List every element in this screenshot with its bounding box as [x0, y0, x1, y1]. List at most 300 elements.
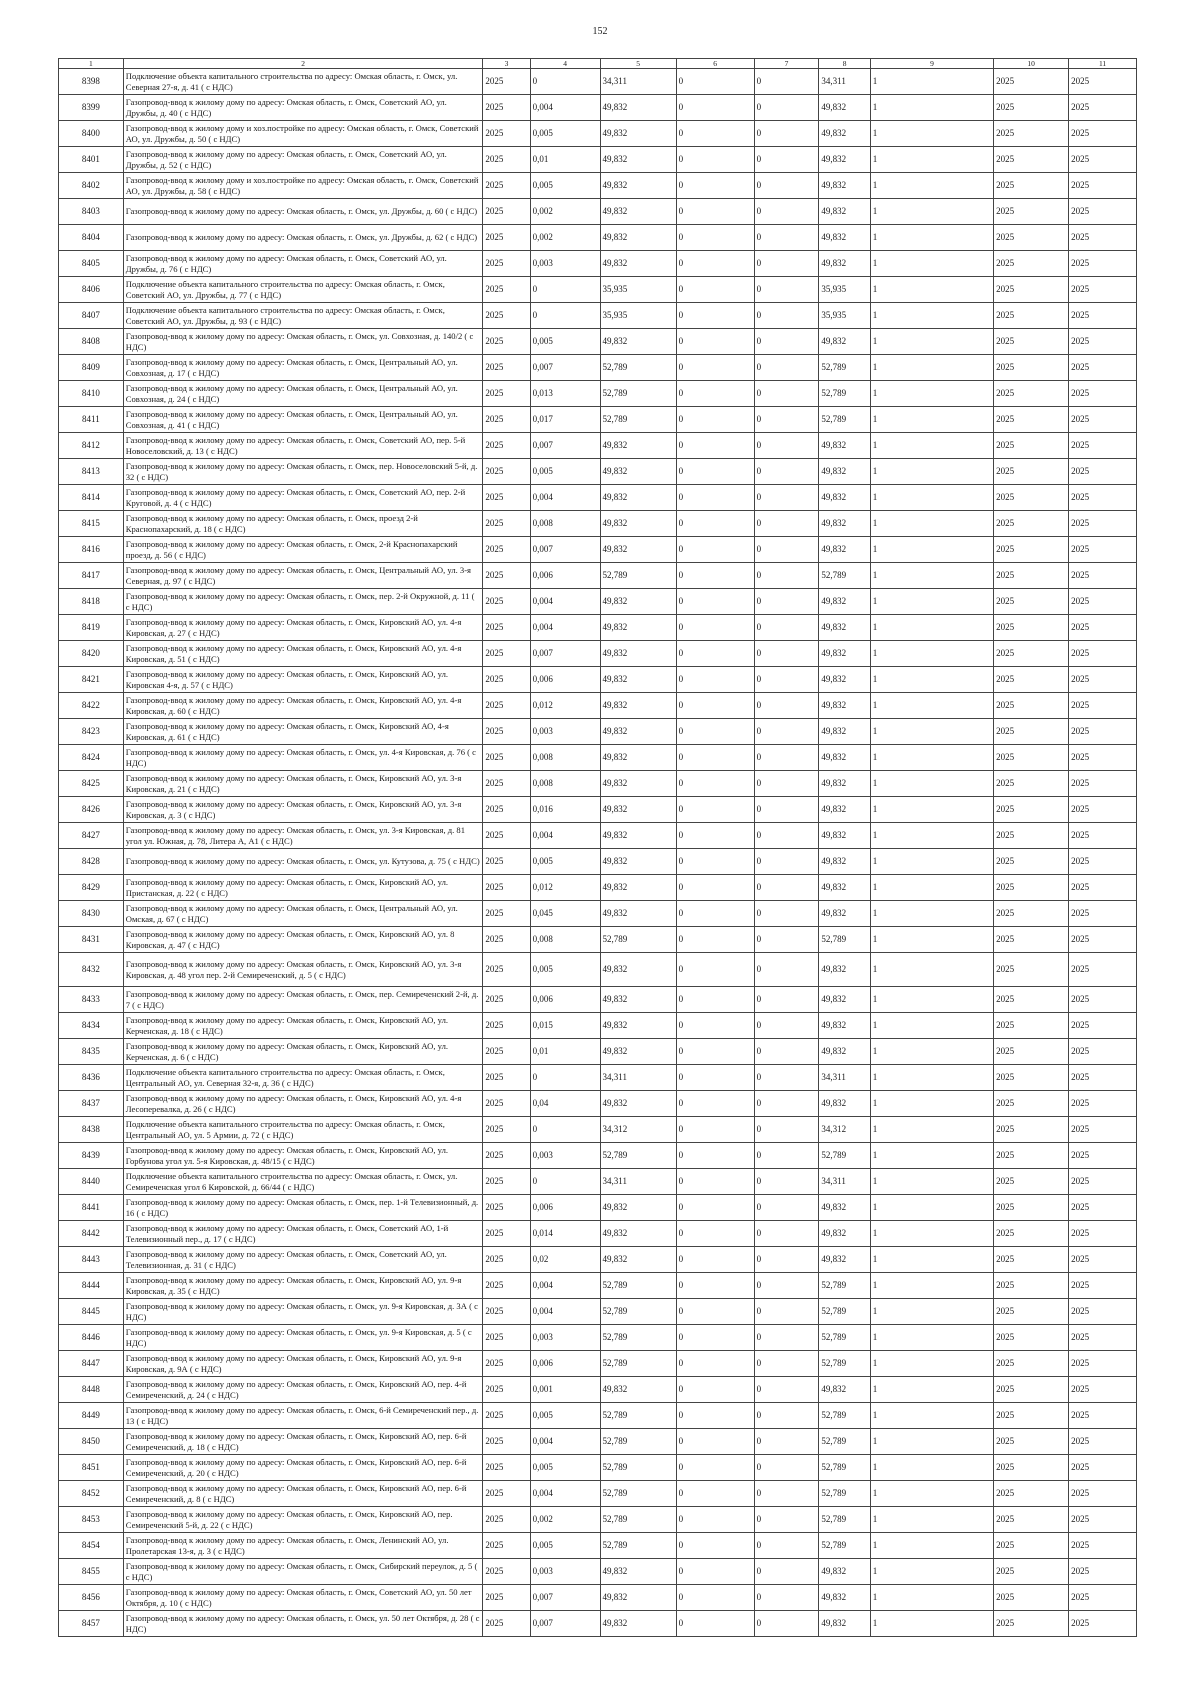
- cost: 49,832: [600, 771, 676, 797]
- year-start: 2025: [483, 1091, 530, 1117]
- quantity: 1: [870, 1585, 993, 1611]
- year-to: 2025: [1069, 95, 1137, 121]
- row-number: 8420: [59, 641, 124, 667]
- row-number: 8446: [59, 1325, 124, 1351]
- year-start: 2025: [483, 667, 530, 693]
- total-cost: 52,789: [819, 1533, 870, 1559]
- quantity: 1: [870, 303, 993, 329]
- year-start: 2025: [483, 693, 530, 719]
- year-to: 2025: [1069, 1559, 1137, 1585]
- quantity: 1: [870, 199, 993, 225]
- year-to: 2025: [1069, 1169, 1137, 1195]
- cost: 49,832: [600, 823, 676, 849]
- year-from: 2025: [994, 433, 1069, 459]
- year-start: 2025: [483, 953, 530, 987]
- col6-value: 0: [676, 1611, 754, 1637]
- year-to: 2025: [1069, 1507, 1137, 1533]
- cost: 52,789: [600, 1273, 676, 1299]
- col7-value: 0: [754, 1559, 819, 1585]
- col6-value: 0: [676, 1585, 754, 1611]
- col7-value: 0: [754, 1403, 819, 1429]
- col6-value: 0: [676, 927, 754, 953]
- table-row: [59, 1039, 1137, 1065]
- quantity: 1: [870, 1013, 993, 1039]
- year-from: 2025: [994, 589, 1069, 615]
- total-cost: 49,832: [819, 615, 870, 641]
- object-description: Газопровод-ввод к жилому дому по адресу: Омская область, г. Омск, Кировский АО, пер. 4-й Семиреченский, д. 24 ( с НДС): [123, 1377, 483, 1403]
- row-number: 8412: [59, 433, 124, 459]
- table-row: [59, 1611, 1137, 1637]
- total-cost: 49,832: [819, 1013, 870, 1039]
- total-cost: 52,789: [819, 927, 870, 953]
- year-start: 2025: [483, 927, 530, 953]
- cost: 49,832: [600, 1091, 676, 1117]
- cost: 49,832: [600, 615, 676, 641]
- volume: 0,005: [530, 1533, 600, 1559]
- table-row: [59, 407, 1137, 433]
- col6-value: 0: [676, 1195, 754, 1221]
- col7-value: 0: [754, 1195, 819, 1221]
- year-start: 2025: [483, 251, 530, 277]
- col6-value: 0: [676, 1325, 754, 1351]
- quantity: 1: [870, 771, 993, 797]
- col7-value: 0: [754, 225, 819, 251]
- table-row: [59, 1507, 1137, 1533]
- volume: 0,004: [530, 1273, 600, 1299]
- year-from: 2025: [994, 987, 1069, 1013]
- cost: 49,832: [600, 1039, 676, 1065]
- year-to: 2025: [1069, 953, 1137, 987]
- object-description: Газопровод-ввод к жилому дому по адресу: Омская область, г. Омск, пер. 2-й Окружной, д. 11 ( с НДС): [123, 589, 483, 615]
- total-cost: 52,789: [819, 563, 870, 589]
- object-description: Газопровод-ввод к жилому дому по адресу: Омская область, г. Омск, Кировский АО, ул. 4-я Кировская, д. 27 ( с НДС): [123, 615, 483, 641]
- cost: 52,789: [600, 1325, 676, 1351]
- object-description: Газопровод-ввод к жилому дому и хоз.постройке по адресу: Омская область, г. Омск, Советский АО, ул. Дружбы, д. 50 ( с НДС): [123, 121, 483, 147]
- table-row: [59, 1585, 1137, 1611]
- quantity: 1: [870, 563, 993, 589]
- year-start: 2025: [483, 147, 530, 173]
- year-from: 2025: [994, 875, 1069, 901]
- total-cost: 52,789: [819, 355, 870, 381]
- row-number: 8404: [59, 225, 124, 251]
- year-start: 2025: [483, 459, 530, 485]
- year-start: 2025: [483, 95, 530, 121]
- cost: 52,789: [600, 1351, 676, 1377]
- col6-value: 0: [676, 355, 754, 381]
- col6-value: 0: [676, 1117, 754, 1143]
- row-number: 8445: [59, 1299, 124, 1325]
- quantity: 1: [870, 641, 993, 667]
- col6-value: 0: [676, 615, 754, 641]
- year-to: 2025: [1069, 381, 1137, 407]
- object-description: Подключение объекта капитального строительства по адресу: Омская область, г. Омск, Центральный АО, ул. Северная 32-я, д. 36 ( с НДС): [123, 1065, 483, 1091]
- volume: 0,005: [530, 849, 600, 875]
- year-to: 2025: [1069, 1611, 1137, 1637]
- row-number: 8438: [59, 1117, 124, 1143]
- object-description: Газопровод-ввод к жилому дому по адресу: Омская область, г. Омск, пер. 1-й Телевизионный, д. 16 ( с НДС): [123, 1195, 483, 1221]
- quantity: 1: [870, 1611, 993, 1637]
- col7-value: 0: [754, 459, 819, 485]
- cost: 49,832: [600, 329, 676, 355]
- row-number: 8426: [59, 797, 124, 823]
- quantity: 1: [870, 381, 993, 407]
- volume: 0,01: [530, 147, 600, 173]
- year-from: 2025: [994, 1559, 1069, 1585]
- year-from: 2025: [994, 1403, 1069, 1429]
- volume: 0,008: [530, 745, 600, 771]
- col7-value: 0: [754, 901, 819, 927]
- year-to: 2025: [1069, 719, 1137, 745]
- total-cost: 49,832: [819, 719, 870, 745]
- object-description: Газопровод-ввод к жилому дому по адресу: Омская область, г. Омск, Кировский АО, ул. 8 Кировская, д. 47 ( с НДС): [123, 927, 483, 953]
- year-start: 2025: [483, 381, 530, 407]
- table-row: [59, 69, 1137, 95]
- year-start: 2025: [483, 615, 530, 641]
- total-cost: 52,789: [819, 1299, 870, 1325]
- volume: 0,003: [530, 1325, 600, 1351]
- volume: 0,007: [530, 641, 600, 667]
- year-to: 2025: [1069, 303, 1137, 329]
- year-from: 2025: [994, 1585, 1069, 1611]
- col6-value: 0: [676, 745, 754, 771]
- object-description: Подключение объекта капитального строительства по адресу: Омская область, г. Омск, Центральный АО, ул. 5 Армии, д. 72 ( с НДС): [123, 1117, 483, 1143]
- volume: 0,012: [530, 693, 600, 719]
- object-description: Газопровод-ввод к жилому дому и хоз.постройке по адресу: Омская область, г. Омск, Советский АО, ул. Дружбы, д. 58 ( с НДС): [123, 173, 483, 199]
- table-row: [59, 953, 1137, 987]
- total-cost: 34,311: [819, 69, 870, 95]
- year-to: 2025: [1069, 901, 1137, 927]
- row-number: 8401: [59, 147, 124, 173]
- row-number: 8417: [59, 563, 124, 589]
- year-from: 2025: [994, 1507, 1069, 1533]
- quantity: 1: [870, 745, 993, 771]
- col6-value: 0: [676, 719, 754, 745]
- object-description: Газопровод-ввод к жилому дому по адресу: Омская область, г. Омск, Центральный АО, ул. Совхозная, д. 41 ( с НДС): [123, 407, 483, 433]
- year-to: 2025: [1069, 1195, 1137, 1221]
- volume: 0,007: [530, 433, 600, 459]
- year-from: 2025: [994, 1611, 1069, 1637]
- year-from: 2025: [994, 849, 1069, 875]
- year-to: 2025: [1069, 1403, 1137, 1429]
- volume: 0,005: [530, 173, 600, 199]
- total-cost: 52,789: [819, 1481, 870, 1507]
- col7-value: 0: [754, 95, 819, 121]
- volume: 0,003: [530, 1559, 600, 1585]
- table-row: [59, 693, 1137, 719]
- volume: 0,008: [530, 771, 600, 797]
- table-row: [59, 1559, 1137, 1585]
- year-from: 2025: [994, 251, 1069, 277]
- volume: 0,004: [530, 1299, 600, 1325]
- table-row: [59, 1377, 1137, 1403]
- total-cost: 35,935: [819, 303, 870, 329]
- total-cost: 49,832: [819, 147, 870, 173]
- cost: 52,789: [600, 927, 676, 953]
- object-description: Газопровод-ввод к жилому дому по адресу: Омская область, г. Омск, Кировский АО, пер. 6-й Семиреченский, д. 20 ( с НДС): [123, 1455, 483, 1481]
- quantity: 1: [870, 1273, 993, 1299]
- object-description: Газопровод-ввод к жилому дому по адресу: Омская область, г. Омск, Советский АО, ул. Дружбы, д. 52 ( с НДС): [123, 147, 483, 173]
- col7-value: 0: [754, 407, 819, 433]
- object-description: Газопровод-ввод к жилому дому по адресу: Омская область, г. Омск, ул. 3-я Кировская, д. 81 угол ул. Южная, д. 78, Литера А, А1 ( с НДС): [123, 823, 483, 849]
- total-cost: 49,832: [819, 329, 870, 355]
- cost: 34,311: [600, 1065, 676, 1091]
- volume: 0,008: [530, 927, 600, 953]
- quantity: 1: [870, 589, 993, 615]
- quantity: 1: [870, 95, 993, 121]
- volume: 0,005: [530, 953, 600, 987]
- year-to: 2025: [1069, 1429, 1137, 1455]
- col7-value: 0: [754, 563, 819, 589]
- year-to: 2025: [1069, 1013, 1137, 1039]
- volume: 0,016: [530, 797, 600, 823]
- cost: 49,832: [600, 1247, 676, 1273]
- cost: 49,832: [600, 901, 676, 927]
- col6-value: 0: [676, 1091, 754, 1117]
- volume: 0,005: [530, 459, 600, 485]
- cost: 52,789: [600, 1403, 676, 1429]
- object-description: Газопровод-ввод к жилому дому по адресу: Омская область, г. Омск, Кировский АО, пер. 6-й Семиреченский, д. 18 ( с НДС): [123, 1429, 483, 1455]
- volume: 0,004: [530, 1481, 600, 1507]
- row-number: 8431: [59, 927, 124, 953]
- object-description: Газопровод-ввод к жилому дому по адресу: Омская область, г. Омск, пер. Семиреченский 2-й, д. 7 ( с НДС): [123, 987, 483, 1013]
- year-to: 2025: [1069, 1117, 1137, 1143]
- volume: 0,045: [530, 901, 600, 927]
- row-number: 8448: [59, 1377, 124, 1403]
- year-to: 2025: [1069, 693, 1137, 719]
- col6-value: 0: [676, 1533, 754, 1559]
- total-cost: 52,789: [819, 381, 870, 407]
- total-cost: 49,832: [819, 1039, 870, 1065]
- year-from: 2025: [994, 329, 1069, 355]
- cost: 52,789: [600, 1299, 676, 1325]
- volume: 0,007: [530, 1585, 600, 1611]
- year-from: 2025: [994, 407, 1069, 433]
- cost: 49,832: [600, 251, 676, 277]
- total-cost: 52,789: [819, 1455, 870, 1481]
- year-to: 2025: [1069, 1325, 1137, 1351]
- table-row: [59, 901, 1137, 927]
- total-cost: 52,789: [819, 1351, 870, 1377]
- total-cost: 52,789: [819, 1429, 870, 1455]
- total-cost: 52,789: [819, 1507, 870, 1533]
- col6-value: 0: [676, 329, 754, 355]
- year-from: 2025: [994, 1039, 1069, 1065]
- year-start: 2025: [483, 1351, 530, 1377]
- object-description: Газопровод-ввод к жилому дому по адресу: Омская область, г. Омск, Сибирский переулок, д. 5 ( с НДС): [123, 1559, 483, 1585]
- col6-value: 0: [676, 95, 754, 121]
- table-row: [59, 987, 1137, 1013]
- col6-value: 0: [676, 1377, 754, 1403]
- total-cost: 49,832: [819, 953, 870, 987]
- total-cost: 49,832: [819, 511, 870, 537]
- col7-value: 0: [754, 797, 819, 823]
- year-from: 2025: [994, 381, 1069, 407]
- row-number: 8400: [59, 121, 124, 147]
- cost: 49,832: [600, 875, 676, 901]
- cost: 34,312: [600, 1117, 676, 1143]
- col6-value: 0: [676, 121, 754, 147]
- row-number: 8451: [59, 1455, 124, 1481]
- col6-value: 0: [676, 1351, 754, 1377]
- object-description: Газопровод-ввод к жилому дому по адресу: Омская область, г. Омск, ул. Совхозная, д. 140/2 ( с НДС): [123, 329, 483, 355]
- year-from: 2025: [994, 1247, 1069, 1273]
- table-row: [59, 745, 1137, 771]
- object-description: Газопровод-ввод к жилому дому по адресу: Омская область, г. Омск, Центральный АО, ул. Совхозная, д. 24 ( с НДС): [123, 381, 483, 407]
- table-row: [59, 121, 1137, 147]
- quantity: 1: [870, 1533, 993, 1559]
- col6-value: 0: [676, 1039, 754, 1065]
- volume: 0,004: [530, 95, 600, 121]
- year-from: 2025: [994, 1299, 1069, 1325]
- row-number: 8422: [59, 693, 124, 719]
- total-cost: 34,311: [819, 1065, 870, 1091]
- year-to: 2025: [1069, 1351, 1137, 1377]
- table-header: [59, 59, 1137, 69]
- volume: 0: [530, 1169, 600, 1195]
- year-to: 2025: [1069, 563, 1137, 589]
- object-description: Газопровод-ввод к жилому дому по адресу: Омская область, г. Омск, Центральный АО, ул. Совхозная, д. 17 ( с НДС): [123, 355, 483, 381]
- year-to: 2025: [1069, 173, 1137, 199]
- col7-value: 0: [754, 719, 819, 745]
- total-cost: 35,935: [819, 277, 870, 303]
- year-start: 2025: [483, 1065, 530, 1091]
- object-description: Газопровод-ввод к жилому дому по адресу: Омская область, г. Омск, Советский АО, ул. Дружбы, д. 76 ( с НДС): [123, 251, 483, 277]
- volume: 0,02: [530, 1247, 600, 1273]
- quantity: 1: [870, 901, 993, 927]
- object-description: Подключение объекта капитального строительства по адресу: Омская область, г. Омск, ул. Семиреченская угол 6 Кировской, д. 66/44 ( с НДС): [123, 1169, 483, 1195]
- year-from: 2025: [994, 69, 1069, 95]
- quantity: 1: [870, 1429, 993, 1455]
- year-to: 2025: [1069, 1143, 1137, 1169]
- year-start: 2025: [483, 433, 530, 459]
- table-row: [59, 199, 1137, 225]
- row-number: 8452: [59, 1481, 124, 1507]
- year-from: 2025: [994, 1169, 1069, 1195]
- year-from: 2025: [994, 225, 1069, 251]
- col6-value: 0: [676, 251, 754, 277]
- col7-value: 0: [754, 1143, 819, 1169]
- row-number: 8433: [59, 987, 124, 1013]
- volume: 0,01: [530, 1039, 600, 1065]
- col6-value: 0: [676, 277, 754, 303]
- table-row: [59, 1325, 1137, 1351]
- cost: 52,789: [600, 1533, 676, 1559]
- total-cost: 49,832: [819, 1221, 870, 1247]
- quantity: 1: [870, 1117, 993, 1143]
- col6-value: 0: [676, 849, 754, 875]
- year-from: 2025: [994, 303, 1069, 329]
- total-cost: 49,832: [819, 771, 870, 797]
- row-number: 8427: [59, 823, 124, 849]
- table-row: [59, 797, 1137, 823]
- year-start: 2025: [483, 1429, 530, 1455]
- object-description: Газопровод-ввод к жилому дому по адресу: Омская область, г. Омск, Кировский АО, ул. 4-я Лесоперевалка, д. 26 ( с НДС): [123, 1091, 483, 1117]
- volume: 0,04: [530, 1091, 600, 1117]
- object-description: Газопровод-ввод к жилому дому по адресу: Омская область, г. Омск, Кировский АО, ул. Горбунова угол ул. 5-я Кировская, д. 48/15 ( с НДС): [123, 1143, 483, 1169]
- table-row: [59, 1403, 1137, 1429]
- year-start: 2025: [483, 121, 530, 147]
- col7-value: 0: [754, 987, 819, 1013]
- volume: 0,012: [530, 875, 600, 901]
- year-start: 2025: [483, 1247, 530, 1273]
- year-from: 2025: [994, 1325, 1069, 1351]
- object-description: Газопровод-ввод к жилому дому по адресу: Омская область, г. Омск, Советский АО, ул. Телевизионная, д. 31 ( с НДС): [123, 1247, 483, 1273]
- quantity: 1: [870, 69, 993, 95]
- col6-value: 0: [676, 1065, 754, 1091]
- volume: 0,005: [530, 329, 600, 355]
- object-description: Подключение объекта капитального строительства по адресу: Омская область, г. Омск, Советский АО, ул. Дружбы, д. 93 ( с НДС): [123, 303, 483, 329]
- year-start: 2025: [483, 225, 530, 251]
- year-to: 2025: [1069, 987, 1137, 1013]
- table-row: [59, 433, 1137, 459]
- row-number: 8429: [59, 875, 124, 901]
- year-start: 2025: [483, 1273, 530, 1299]
- row-number: 8425: [59, 771, 124, 797]
- cost: 52,789: [600, 381, 676, 407]
- col6-value: 0: [676, 823, 754, 849]
- row-number: 8455: [59, 1559, 124, 1585]
- col7-value: 0: [754, 1091, 819, 1117]
- year-start: 2025: [483, 1325, 530, 1351]
- col6-value: 0: [676, 147, 754, 173]
- total-cost: 49,832: [819, 1559, 870, 1585]
- volume: 0,006: [530, 667, 600, 693]
- row-number: 8434: [59, 1013, 124, 1039]
- volume: 0,006: [530, 563, 600, 589]
- year-start: 2025: [483, 173, 530, 199]
- col6-value: 0: [676, 381, 754, 407]
- total-cost: 49,832: [819, 1611, 870, 1637]
- year-to: 2025: [1069, 641, 1137, 667]
- volume: 0,005: [530, 1455, 600, 1481]
- object-description: Газопровод-ввод к жилому дому по адресу: Омская область, г. Омск, ул. Дружбы, д. 60 ( с НДС): [123, 199, 483, 225]
- object-description: Газопровод-ввод к жилому дому по адресу: Омская область, г. Омск, Кировский АО, ул. 9-я Кировская, д. 35 ( с НДС): [123, 1273, 483, 1299]
- row-number: 8414: [59, 485, 124, 511]
- row-number: 8416: [59, 537, 124, 563]
- col7-value: 0: [754, 771, 819, 797]
- year-from: 2025: [994, 95, 1069, 121]
- col6-value: 0: [676, 1455, 754, 1481]
- cost: 49,832: [600, 511, 676, 537]
- object-description: Газопровод-ввод к жилому дому по адресу: Омская область, г. Омск, Кировский АО, ул. 4-я Кировская, д. 60 ( с НДС): [123, 693, 483, 719]
- volume: 0,001: [530, 1377, 600, 1403]
- row-number: 8398: [59, 69, 124, 95]
- row-number: 8408: [59, 329, 124, 355]
- col7-value: 0: [754, 511, 819, 537]
- volume: 0,003: [530, 251, 600, 277]
- year-from: 2025: [994, 199, 1069, 225]
- year-to: 2025: [1069, 771, 1137, 797]
- total-cost: 52,789: [819, 1143, 870, 1169]
- row-number: 8428: [59, 849, 124, 875]
- year-from: 2025: [994, 1455, 1069, 1481]
- row-number: 8449: [59, 1403, 124, 1429]
- volume: 0,013: [530, 381, 600, 407]
- quantity: 1: [870, 1351, 993, 1377]
- year-start: 2025: [483, 407, 530, 433]
- year-from: 2025: [994, 1429, 1069, 1455]
- row-number: 8454: [59, 1533, 124, 1559]
- quantity: 1: [870, 1091, 993, 1117]
- year-from: 2025: [994, 719, 1069, 745]
- volume: 0,004: [530, 485, 600, 511]
- total-cost: 49,832: [819, 537, 870, 563]
- quantity: 1: [870, 1195, 993, 1221]
- quantity: 1: [870, 459, 993, 485]
- volume: 0,008: [530, 511, 600, 537]
- volume: 0: [530, 1065, 600, 1091]
- cost: 49,832: [600, 485, 676, 511]
